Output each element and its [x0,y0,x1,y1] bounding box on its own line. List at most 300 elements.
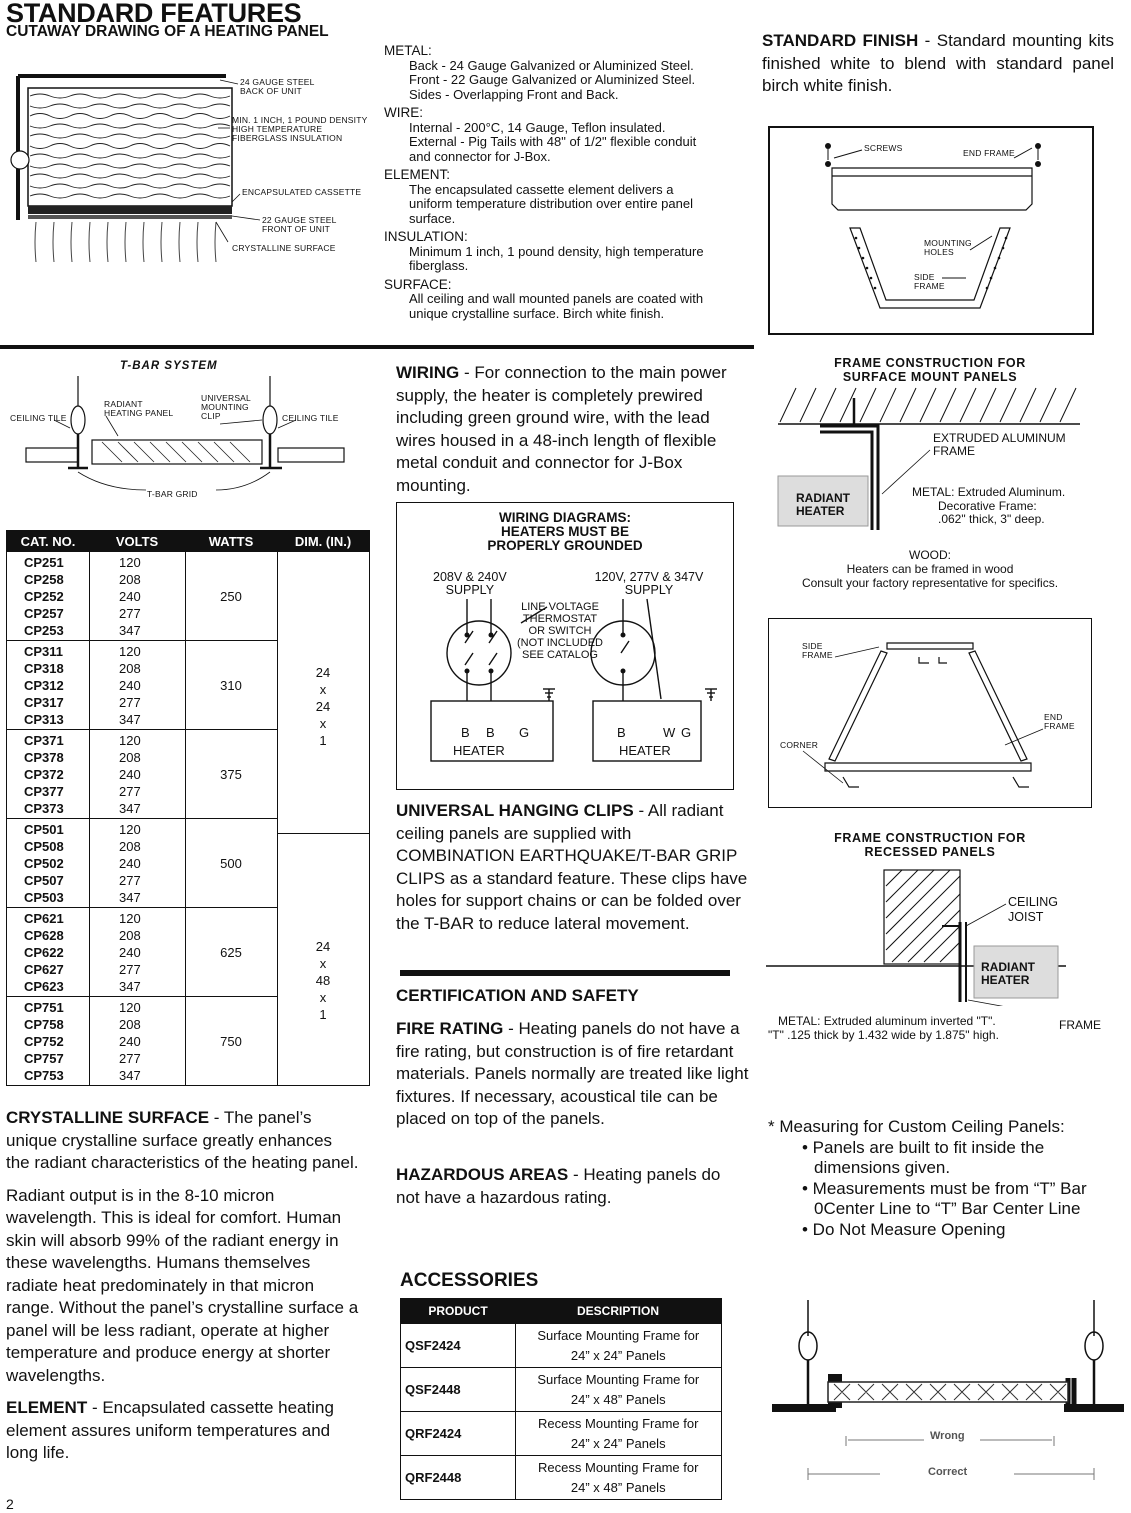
left-heater-label: HEATER [453,743,505,758]
supply-left [433,571,507,597]
left-terminal-b2: B [486,725,495,740]
volts-cell: 208 [119,839,141,854]
supply-left-line: SUPPLY [445,583,495,597]
hanging-body: - All radiant ceiling panels are supplied with COMBINATION EARTHQUAKE/T-BAR GRIP CLIPS as a standard feature. These clips have holes for support chains or can be folded over the T-BAR to reduce lateral movement. [396,801,748,933]
supply-right-line: 120V, 277V & 347V [594,570,704,584]
volts-cell: 120 [119,911,141,926]
table-row [7,783,277,800]
spec-line: Minimum 1 inch, 1 pound density, high temperature [409,243,704,259]
watts-cell: 500 [220,856,242,871]
spec-line: The encapsulated cassette element delivers a [409,181,674,197]
catalog-group [7,818,277,907]
cat-no-cell: CP313 [24,712,64,727]
watts-cell [185,800,277,817]
dim-value: x [319,716,327,731]
extruded-line: FRAME [933,444,975,458]
surface-frame-title [770,356,1090,384]
crystalline-para2: Radiant output is in the 8-10 micron wavelength. This is ideal for comfort. Human skin will absorb 99% of the radiant energy in these wavelengths. Humans themselves radiate heat predominately in that micron range. Without the panel’s crystalline surface a panel will be less radiant, operate at higher temperature and produce energy at shorter wavelengths. [6,1185,359,1385]
cat-no-cell: CP751 [24,1000,64,1015]
volts-cell: 347 [119,801,141,816]
extruded-label [933,432,1066,458]
surface-frame-title-line: FRAME CONSTRUCTION FOR [834,356,1026,370]
watts-cell: 310 [220,678,242,693]
tbar-label-universal: UNIVERSAL [201,393,251,403]
table-row [7,1016,277,1033]
wiring-diagram [396,502,734,790]
tbar-drawing [6,372,368,504]
dim-value: 1 [319,1007,327,1022]
element-text: - Encapsulated cassette heating element assures uniform temperatures and long life. [6,1398,334,1462]
volts-cell: 240 [119,678,141,693]
crystalline-text: - The panel’s unique crystalline surface greatly enhances the radiant characteristics of the heating panel. [6,1108,359,1172]
page-number: 2 [6,1496,14,1512]
watts-cell: 250 [220,589,242,604]
tbar-label-heating-panel: HEATING PANEL [104,408,174,418]
hanging-heading: UNIVERSAL HANGING CLIPS [396,801,634,820]
dim-value: 24 [315,939,331,954]
volts-cell: 208 [119,1017,141,1032]
desc-line: 24” x 48” Panels [570,1479,666,1495]
watts-cell [185,910,277,927]
thermostat-line: (NOT INCLUDED [517,637,603,649]
cat-no-cell: CP372 [24,767,64,782]
volts-cell: 347 [119,1068,141,1083]
recessed-radiant-heater-label [981,961,1035,987]
table-row [7,749,277,766]
col-description: DESCRIPTION [515,1299,721,1324]
desc-line: Recess Mounting Frame for [538,1459,699,1475]
catalog-table [6,530,370,1086]
recessed-metal-line: METAL: Extruded aluminum inverted "T". [778,1014,996,1028]
col-product: PRODUCT [401,1299,515,1324]
heater-line: HEATER [981,973,1030,987]
watts-cell [185,1050,277,1067]
cat-no-cell: CP318 [24,661,64,676]
cat-no-cell: CP757 [24,1051,64,1066]
spec-line: Internal - 200°C, 14 Gauge, Teflon insulated. [409,119,666,135]
section-divider [0,345,754,349]
finish-label-screws: SCREWS [864,143,903,153]
table-row [401,1456,721,1500]
volts-cell: 277 [119,1051,141,1066]
watts-cell [185,732,277,749]
cat-no-cell: CP252 [24,589,64,604]
cat-no-cell: CP752 [24,1034,64,1049]
table-row [7,622,277,639]
watts-cell [185,643,277,660]
table-row [7,1033,277,1050]
watts-cell [185,783,277,800]
element-para [6,1397,360,1465]
watts-cell [185,999,277,1016]
frame-label-corner: CORNER [780,740,819,750]
dim-24x24 [277,664,369,749]
cat-no-cell: CP621 [24,911,64,926]
volts-cell: 277 [119,962,141,977]
wood-note [770,548,1090,590]
thermostat-line: LINE VOLTAGE [521,601,599,613]
desc-line: 24” x 24” Panels [570,1347,666,1363]
table-row [401,1324,721,1368]
cat-no-cell: CP251 [24,555,64,570]
mounting-kit-drawing [770,128,1092,333]
certification-divider [400,970,730,976]
tbar-label-ceiling-tile-right: CEILING TILE [282,413,339,423]
watts-cell: 375 [220,767,242,782]
thermostat-line: OR SWITCH [528,625,592,637]
product-description [515,1456,721,1500]
volts-cell: 277 [119,784,141,799]
thermostat-note [515,601,605,661]
product-description [515,1324,721,1368]
hazardous-heading: HAZARDOUS AREAS [396,1165,569,1184]
heater-line: RADIANT [796,491,850,505]
cutaway-label-insul-3: FIBERGLASS INSULATION [232,133,343,143]
recessed-frame-title [770,831,1090,859]
spec-wire [384,106,754,164]
extruded-line: EXTRUDED ALUMINUM [933,431,1066,445]
dim-24x48 [277,938,369,1023]
product-description [515,1412,721,1456]
col-divider [89,552,90,1085]
watts-cell [185,605,277,622]
correct-label: Correct [928,1466,968,1478]
spec-line: Back - 24 Gauge Galvanized or Aluminized Steel. [409,57,694,73]
cutaway-label-back-1: 24 GAUGE STEEL [240,77,315,87]
cat-no-cell: CP623 [24,979,64,994]
wiring-title-line: WIRING DIAGRAMS: [499,510,631,525]
thermostat-line: THERMOSTAT [522,613,598,625]
cat-no-cell: CP371 [24,733,64,748]
surface-radiant-heater-label [796,492,850,518]
metal-line: METAL: Extruded Aluminum. [912,485,1066,499]
supply-right-line: SUPPLY [624,583,674,597]
catalog-group [7,996,277,1085]
volts-cell: 120 [119,1000,141,1015]
spec-key: ELEMENT: [384,167,451,182]
spec-line: External - Pig Tails with 48" of 1/2" flexible conduit [409,134,697,149]
watts-cell [185,927,277,944]
spec-key: SURFACE: [384,276,452,292]
measuring-section [768,1117,1126,1240]
wiring-body: - For connection to the main power supply, the heater is completely prewired including green ground wire, with the lead wires housed in a 48-inch length of flexible metal conduit and connector for J-Box mounting. [396,363,727,495]
product-code: QRF2448 [401,1456,515,1500]
accessories-heading: ACCESSORIES [400,1270,539,1291]
spec-element [384,168,754,226]
desc-line: Recess Mounting Frame for [538,1415,699,1431]
volts-cell: 208 [119,750,141,765]
wiring-heading: WIRING [396,363,460,382]
cat-no-cell: CP502 [24,856,64,871]
cutaway-label-insul-2: HIGH TEMPERATURE [232,124,323,134]
wiring-title-line: PROPERLY GROUNDED [487,538,643,553]
surface-metal-note [912,486,1065,527]
product-code: QRF2424 [401,1412,515,1456]
dim-value: 24 [315,699,331,714]
right-heater-label: HEATER [619,743,671,758]
volts-cell: 120 [119,555,141,570]
metal-line: .062" thick, 3" deep. [938,512,1045,526]
cat-no-cell: CP253 [24,623,64,638]
col-cat-no: CAT. NO. [7,530,89,552]
cat-no-cell: CP377 [24,784,64,799]
cat-no-cell: CP503 [24,890,64,905]
watts-cell [185,872,277,889]
dim-value: x [319,956,327,971]
cutaway-label-insul-1: MIN. 1 INCH, 1 POUND DENSITY [232,115,368,125]
cat-no-cell: CP378 [24,750,64,765]
tbar-label-clip: CLIP [201,411,221,421]
cat-no-cell: CP317 [24,695,64,710]
product-description [515,1368,721,1412]
spec-line: unique crystalline surface. Birch white finish. [409,305,665,321]
volts-cell: 240 [119,856,141,871]
watts-cell: 750 [220,1034,242,1049]
table-row [7,872,277,889]
hazardous-text [396,1164,736,1209]
volts-cell: 240 [119,1034,141,1049]
spec-line: fiberglass. [409,258,469,273]
hanging-clips-text [396,800,750,935]
wiring-title-line: HEATERS MUST BE [500,524,629,539]
fire-rating-body: - Heating panels do not have a fire rating, but construction is of fire retardant materials. Panels normally are treated like light fixtures. If necessary, acoustical tile can be placed on top of the panels. [396,1019,749,1128]
watts-cell [185,978,277,995]
cutaway-label-cassette: ENCAPSULATED CASSETTE [242,187,362,197]
supply-right [579,571,719,597]
fire-rating-heading: FIRE RATING [396,1019,504,1038]
surface-frame-title-line: SURFACE MOUNT PANELS [842,370,1018,384]
table-row [7,800,277,817]
col-dim: DIM. (IN.) [277,530,369,552]
right-terminal-w: W [663,725,676,740]
volts-cell: 208 [119,928,141,943]
table-row [7,855,277,872]
wrong-label: Wrong [930,1430,965,1442]
fire-rating-text [396,1018,750,1131]
wood-line: WOOD: [909,548,951,562]
watts-cell [185,622,277,639]
volts-cell: 120 [119,733,141,748]
table-row [7,694,277,711]
cutaway-label-crystalline: CRYSTALLINE SURFACE [232,243,336,253]
cat-no-cell: CP507 [24,873,64,888]
tbar-label-mounting: MOUNTING [201,402,249,412]
thermostat-line: SEE CATALOG [521,649,598,661]
dim-value: 1 [319,733,327,748]
watts-cell [185,1067,277,1084]
finish-label-end-frame: END FRAME [963,148,1015,158]
volts-cell: 208 [119,572,141,587]
wiring-text [396,362,746,497]
table-row [7,910,277,927]
table-row [7,999,277,1016]
table-row [7,766,277,783]
col-divider [185,552,186,1085]
crystalline-heading: CRYSTALLINE SURFACE [6,1108,210,1127]
mounting-kit-box [768,126,1094,335]
watts-cell [185,961,277,978]
measuring-bullet: • Do Not Measure Opening [802,1219,1006,1239]
watts-cell [185,554,277,571]
table-row [7,643,277,660]
table-row [7,961,277,978]
cutaway-label-back-2: BACK OF UNIT [240,86,302,96]
measuring-bullet-cont: 0Center Line to “T” Bar Center Line [814,1199,1081,1218]
spec-line: Sides - Overlapping Front and Back. [409,86,619,102]
catalog-group [7,640,277,729]
spec-insulation [384,230,754,274]
dim-value: x [319,682,327,697]
cat-no-cell: CP628 [24,928,64,943]
finish-label-mounting: MOUNTING [924,238,972,248]
cat-no-cell: CP627 [24,962,64,977]
table-row [7,732,277,749]
table-row [401,1412,721,1456]
ceiling-joist-label [1008,895,1058,925]
volts-cell: 240 [119,945,141,960]
tbar-title: T-BAR SYSTEM [120,360,218,372]
dim-divider [277,833,369,834]
joist-line: JOIST [1008,910,1044,924]
volts-cell: 347 [119,623,141,638]
watts-cell [185,889,277,906]
table-row [7,838,277,855]
recessed-frame-label: FRAME [1059,1018,1101,1032]
cat-no-cell: CP501 [24,822,64,837]
certification-heading: CERTIFICATION AND SAFETY [396,986,639,1005]
watts-cell: 625 [220,945,242,960]
catalog-body [7,552,369,1085]
standard-finish-text [762,30,1114,98]
spec-key: WIRE: [384,105,423,120]
tbar-label-radiant: RADIANT [104,399,143,409]
spec-key: INSULATION: [384,229,468,244]
table-row [7,554,277,571]
table-row [7,821,277,838]
watts-cell [185,660,277,677]
table-row [7,927,277,944]
catalog-group [7,552,277,640]
volts-cell: 347 [119,712,141,727]
spec-line: and connector for J-Box. [409,148,551,164]
volts-cell: 347 [119,890,141,905]
watts-cell [185,694,277,711]
desc-line: Surface Mounting Frame for [537,1327,700,1343]
cat-no-cell: CP373 [24,801,64,816]
dim-value: x [319,990,327,1005]
table-row [7,978,277,995]
recessed-title-line: FRAME CONSTRUCTION FOR [834,831,1026,845]
heater-line: RADIANT [981,960,1035,974]
recessed-metal-line: "T" .125 thick by 1.432 wide by 1.875" high. [768,1028,999,1042]
element-heading: ELEMENT [6,1398,88,1417]
metal-line: Decorative Frame: [938,498,1037,513]
tbar-label-ceiling-tile-left: CEILING TILE [10,413,67,423]
cat-no-cell: CP258 [24,572,64,587]
measuring-bullet: • Panels are built to fit inside the [802,1137,1045,1157]
right-terminal-g: G [681,725,692,740]
table-row [7,588,277,605]
watts-cell [185,749,277,766]
table-row [7,711,277,728]
watts-cell [185,821,277,838]
table-row [7,944,277,961]
volts-cell: 240 [119,767,141,782]
volts-cell: 240 [119,589,141,604]
col-watts: WATTS [185,530,277,552]
measuring-heading: * Measuring for Custom Ceiling Panels: [768,1117,1065,1136]
standard-finish-heading: STANDARD FINISH [762,31,919,50]
volts-cell: 277 [119,695,141,710]
cutaway-drawing [6,70,376,265]
watts-cell [185,711,277,728]
cat-no-cell: CP753 [24,1068,64,1083]
wood-line: Heaters can be framed in wood [846,562,1014,576]
left-terminal-g: G [519,725,530,740]
catalog-group [7,907,277,996]
tbar-label-grid: T-BAR GRID [147,489,198,499]
joist-line: CEILING [1008,895,1059,909]
spec-metal [384,44,754,102]
table-row [7,889,277,906]
frame-label-side-frame: FRAME [802,650,833,660]
table-row [7,1050,277,1067]
table-row [7,1067,277,1084]
col-volts: VOLTS [89,530,185,552]
frame-label-end-frame: FRAME [1044,721,1075,731]
catalog-group [7,729,277,818]
finish-label-frame: FRAME [914,281,945,291]
volts-cell: 120 [119,644,141,659]
product-code: QSF2424 [401,1324,515,1368]
dim-value: 24 [315,665,331,680]
crystalline-section [6,1107,360,1465]
crystalline-para1 [6,1107,360,1175]
volts-cell: 277 [119,873,141,888]
volts-cell: 347 [119,979,141,994]
cat-no-cell: CP257 [24,606,64,621]
page-title: STANDARD FEATURES [6,0,302,28]
finish-label-side: SIDE [914,272,935,282]
frame-label-end: END [1044,712,1063,722]
finish-label-holes: HOLES [924,247,954,257]
cat-no-cell: CP622 [24,945,64,960]
table-row [7,660,277,677]
cat-no-cell: CP311 [24,644,64,659]
spec-key: METAL: [384,43,432,58]
wood-line: Consult your factory representative for specifics. [801,576,1059,590]
heater-line: HEATER [796,504,845,518]
table-row [401,1368,721,1412]
desc-line: 24” x 24” Panels [570,1435,666,1451]
recessed-title-line: RECESSED PANELS [864,845,996,859]
desc-line: Surface Mounting Frame for [537,1371,700,1387]
left-terminal-b1: B [461,725,470,740]
volts-cell: 208 [119,661,141,676]
page-subtitle: CUTAWAY DRAWING OF A HEATING PANEL [6,23,329,40]
desc-line: 24” x 48” Panels [570,1391,666,1407]
dim-value: 48 [315,973,331,988]
spec-line: uniform temperature distribution over entire panel [409,196,693,211]
volts-cell: 277 [119,606,141,621]
standard-finish-body: - Standard mounting kits finished white to blend with standard panel birch white finish. [762,31,1114,95]
recessed-metal-note [768,1014,999,1042]
spec-line: All ceiling and wall mounted panels are coated with [409,291,704,306]
supply-left-line: 208V & 240V [433,570,507,584]
measuring-bullet: • Measurements must be from “T” Bar [802,1178,1087,1198]
watts-cell [185,1016,277,1033]
table-row [7,571,277,588]
